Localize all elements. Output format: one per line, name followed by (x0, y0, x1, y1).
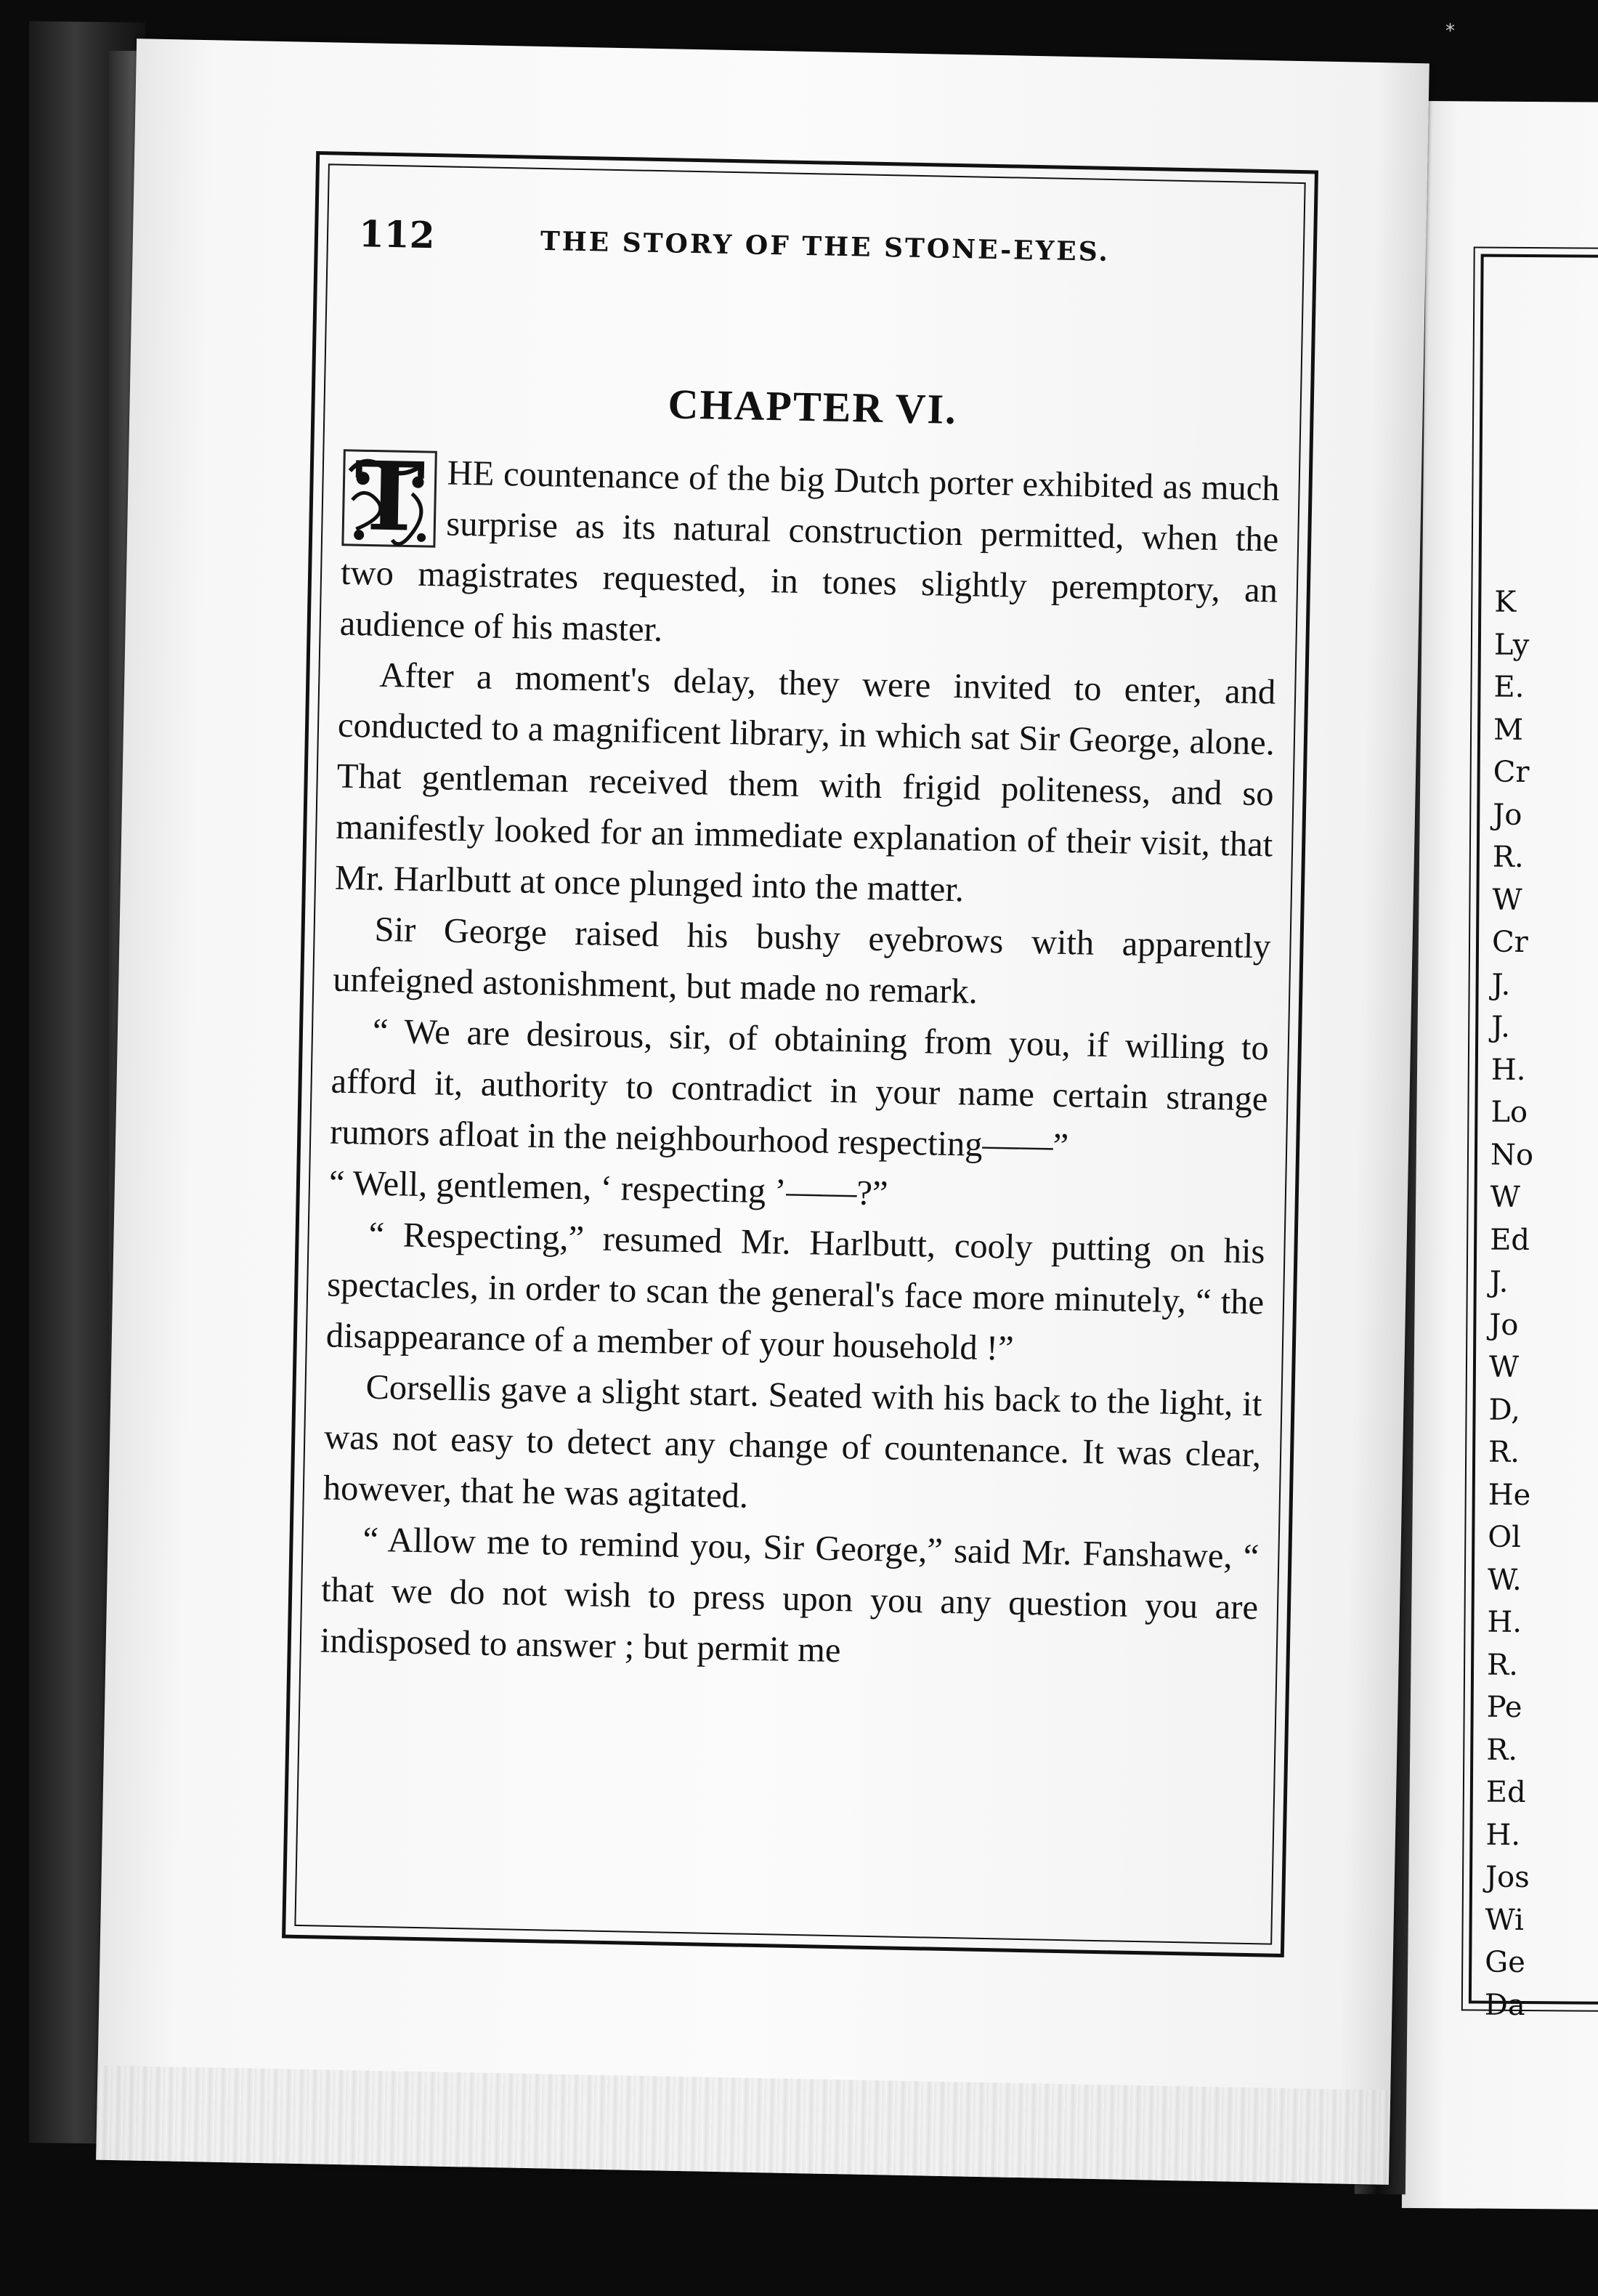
right-page-line: Cr (1491, 925, 1528, 960)
right-page-line: Ly (1493, 628, 1530, 662)
right-page-line: W (1492, 883, 1522, 917)
chapter-body (320, 440, 1281, 1684)
right-page-line: W. (1487, 1563, 1522, 1597)
paragraph-3: Sir George raised his bushy eyebrows with apparently unfeigned astonishment, but made no remark. (332, 910, 1271, 1011)
scan-speck: * (1445, 20, 1455, 42)
drop-cap-letter: T (353, 440, 426, 553)
right-page-line: Cr (1493, 755, 1530, 790)
right-page-line: R. (1488, 1435, 1520, 1469)
right-page-line: Jo (1493, 798, 1522, 832)
right-page-line: W (1490, 1180, 1520, 1214)
chapter-title: CHAPTER VI. (668, 380, 958, 433)
right-page-line: Pe (1486, 1690, 1522, 1724)
right-page-line: Ed (1485, 1775, 1526, 1810)
ornamental-drop-cap (341, 440, 438, 553)
right-page-line: No (1490, 1138, 1534, 1172)
paragraph-6: “ Respecting,” resumed Mr. Harlbutt, cooly putting on his spectacles, in order to scan the general's face more minutely, “ the disappearance of a member of your household !” (325, 1215, 1265, 1368)
running-title: THE STORY OF THE STONE-EYES. (540, 225, 1111, 267)
right-page-line: J. (1489, 1265, 1509, 1299)
right-page-line: Da (1484, 1988, 1525, 2022)
right-page-line: M (1493, 713, 1524, 747)
right-page-line: H. (1485, 1818, 1521, 1852)
paragraph-5: “ Well, gentlemen, ‘ respecting ’——?” (328, 1163, 888, 1213)
right-page-line: R. (1492, 840, 1524, 874)
paragraph-2: After a moment's delay, they were invited to enter, and conducted to a magnificent library, in which sat Sir George, alone. That gentleman received them with frigid politeness, and so manifestly looked for an immediate explanation of their visit, that Mr. Harlbutt at once plunged into the matter. (334, 655, 1276, 910)
paragraph-1 (339, 440, 1281, 668)
right-page-line: Ed (1490, 1223, 1530, 1257)
text-frame (282, 151, 1318, 1957)
paragraph-4: “ We are desirous, sir, of obtaining from you, if willing to afford it, authority to contradict in your name certain strange rumors afloat in the neighbourhood respecting——” (329, 1011, 1270, 1166)
right-page-line: R. (1486, 1733, 1518, 1767)
right-page-line: K (1494, 585, 1517, 619)
paragraph-8: “ Allow me to remind you, Sir George,” said Mr. Fanshawe, “ that we do not wish to press upon you any question you are indisposed to answer ; but permit me (320, 1520, 1260, 1670)
right-page-line: H. (1490, 1053, 1526, 1087)
right-page-line: D, (1488, 1393, 1521, 1427)
right-page-line: Ge (1485, 1945, 1526, 1980)
right-page-line: E. (1493, 670, 1525, 704)
right-page-line: Jo (1489, 1308, 1519, 1342)
right-page-line: H. (1487, 1605, 1522, 1639)
right-page-line: J. (1491, 968, 1511, 1002)
right-page-line: He (1488, 1478, 1531, 1512)
paragraph-1-text: HE countenance of the big Dutch porter exhibited as much surprise as its natural construction permitted, when the two magistrates requested, in tones slightly peremptory, an audience of his master. (339, 453, 1281, 650)
right-page-line: J. (1491, 1010, 1511, 1044)
page-number: 112 (358, 212, 436, 257)
right-page-line: Ol (1488, 1520, 1522, 1554)
right-page-line: Lo (1490, 1095, 1528, 1130)
page-deckled-edge (96, 2066, 1390, 2185)
left-page (96, 39, 1429, 2185)
right-page-line: W (1488, 1350, 1520, 1384)
right-page (1402, 101, 1598, 2210)
right-page-line: Jos (1485, 1860, 1530, 1895)
paragraph-7: Corsellis gave a slight start. Seated with his back to the light, it was not easy to detect any change of countenance. It was clear, however, that he was agitated. (323, 1367, 1262, 1516)
right-page-line: R. (1486, 1648, 1519, 1682)
right-page-line: Wi (1485, 1903, 1525, 1937)
